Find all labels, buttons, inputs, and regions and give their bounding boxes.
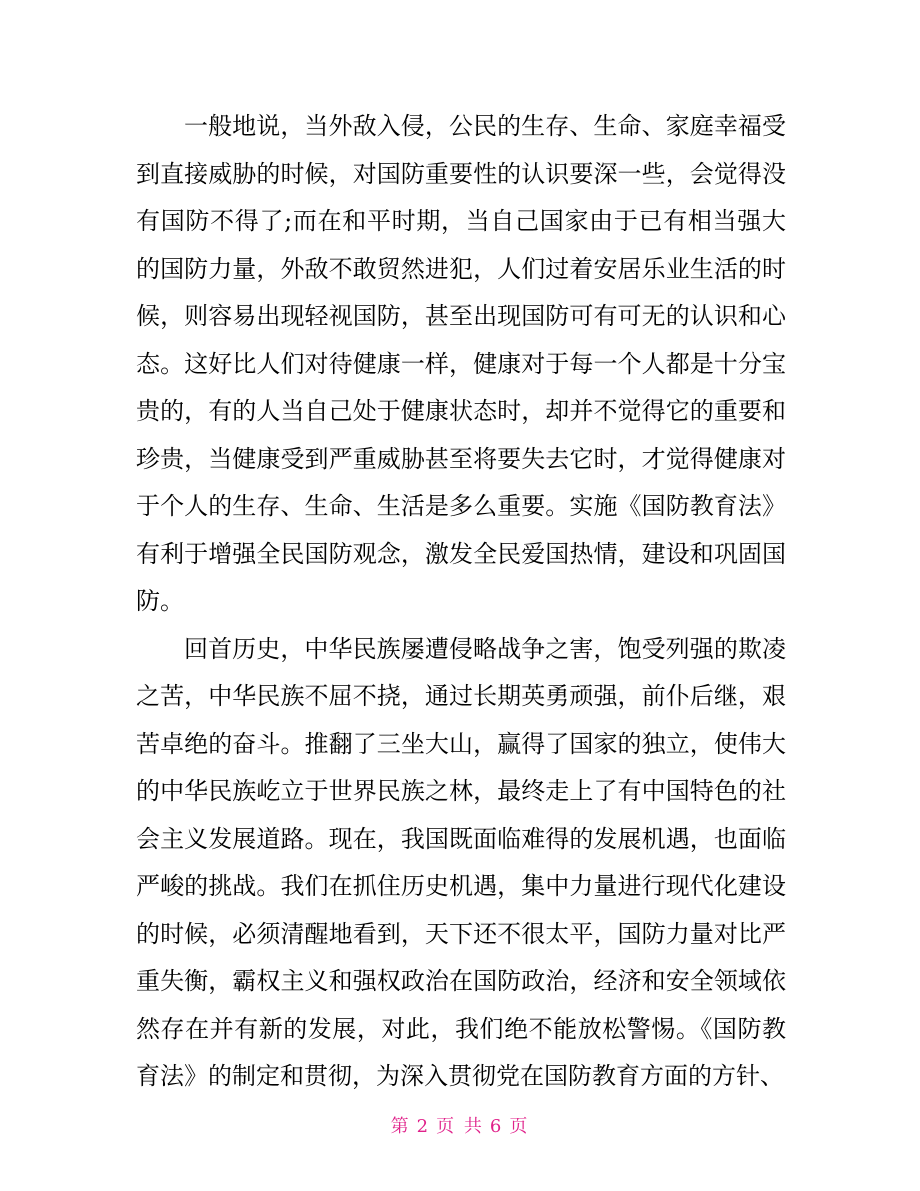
footer-middle: 页 共 <box>436 1116 484 1137</box>
footer-prefix: 第 <box>390 1116 411 1137</box>
document-body <box>136 103 786 1101</box>
footer-suffix: 页 <box>509 1116 530 1137</box>
page-footer <box>0 1112 920 1138</box>
footer-total-pages: 6 <box>489 1116 504 1137</box>
paragraph-1: 一般地说，当外敌入侵，公民的生存、生命、家庭幸福受到直接威胁的时候，对国防重要性的认识要深一些，会觉得没有国防不得了;而在和平时期，当自己国家由于已有相当强大的国防力量，外敌不敢贸然进犯，人们过着安居乐业生活的时候，则容易出现轻视国防，甚至出现国防可有可无的认识和心态。这好比人们对待健康一样，健康对于每一个人都是十分宝贵的，有的人当自己处于健康状态时，却并不觉得它的重要和珍贵，当健康受到严重威胁甚至将要失去它时，才觉得健康对于个人的生存、生命、生活是多么重要。实施《国防教育法》有利于增强全民国防观念，激发全民爱国热情，建设和巩固国防。 <box>136 112 786 615</box>
footer-current-page: 2 <box>416 1116 431 1137</box>
paragraph-2: 回首历史，中华民族屡遭侵略战争之害，饱受列强的欺凌之苦，中华民族不屈不挠，通过长期英勇顽强，前仆后继，艰苦卓绝的奋斗。推翻了三坐大山，赢得了国家的独立，使伟大的中华民族屹立于世界民族之林，最终走上了有中国特色的社会主义发展道路。现在，我国既面临难得的发展机遇，也面临严峻的挑战。我们在抓住历史机遇，集中力量进行现代化建设的时候，必须清醒地看到，天下还不很太平，国防力量对比严重失衡，霸权主义和强权政治在国防政治，经济和安全领域依然存在并有新的发展，对此，我们绝不能放松警惕。《国防教育法》的制定和贯彻，为深入贯彻党在国防教育方面的方针、 <box>136 634 786 1090</box>
